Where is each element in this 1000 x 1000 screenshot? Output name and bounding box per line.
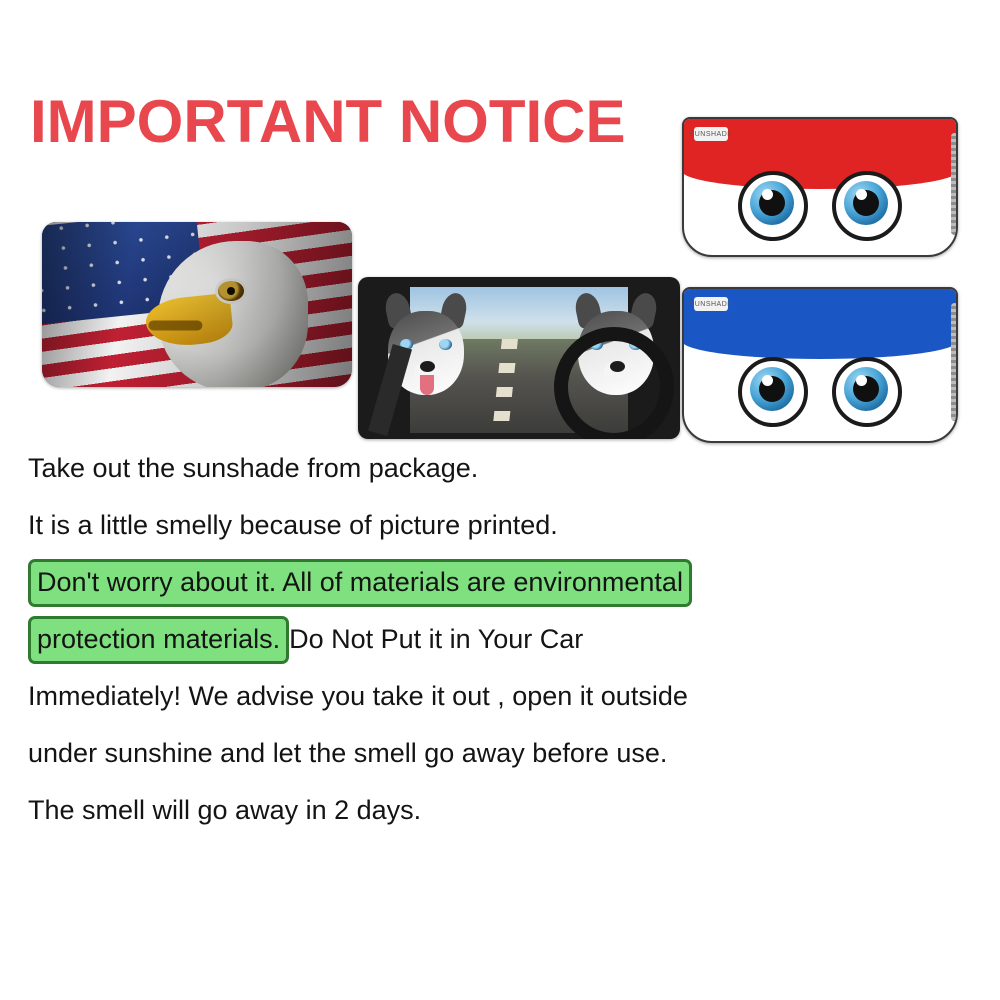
instruction-line-4: Immediately! We advise you take it out , open it outside (28, 681, 688, 711)
instruction-after-highlight: Do Not Put it in Your Car (289, 624, 584, 654)
dog-nose (420, 361, 435, 372)
eye-glint (856, 189, 867, 200)
eye-glint (762, 189, 773, 200)
instruction-line-1: Take out the sunshade from package. (28, 453, 479, 483)
instruction-line-2: It is a little smelly because of picture printed. (28, 510, 558, 540)
cartoon-eye-right (832, 171, 902, 241)
instructions-block (28, 440, 988, 839)
eagle-flag-sunshade-image (42, 222, 352, 387)
eye-glint (856, 375, 867, 386)
seatbelt (368, 344, 412, 436)
highlight-line-1: Don't worry about it. All of materials are environmental (28, 559, 692, 607)
cartoon-eye-right (832, 357, 902, 427)
dog-eye-right (439, 339, 452, 350)
husky-dogs-sunshade-image (358, 277, 680, 439)
dog-tongue (420, 375, 434, 395)
cartoon-eye-left (738, 171, 808, 241)
product-image-strip (0, 55, 1000, 395)
instruction-line-6: The smell will go away in 2 days. (28, 795, 422, 825)
blue-cartoon-eyes-sunshade-image (682, 287, 958, 443)
instruction-line-5: under sunshine and let the smell go away before use. (28, 738, 668, 768)
highlight-line-2: protection materials. (28, 616, 289, 664)
brand-tag-label: SUNSHADE (694, 297, 728, 311)
page-title: IMPORTANT NOTICE (30, 88, 626, 155)
steering-wheel (554, 327, 674, 439)
zipper (951, 303, 958, 421)
eye-glint (762, 375, 773, 386)
cartoon-eye-left (738, 357, 808, 427)
husky-dog-right (564, 305, 668, 435)
brand-tag-label: SUNSHADE (694, 127, 728, 141)
husky-dog-left (374, 305, 478, 435)
image-shading (42, 222, 352, 387)
instruction-highlighted-block (28, 554, 988, 668)
zipper (951, 133, 958, 235)
red-cartoon-eyes-sunshade-image (682, 117, 958, 257)
